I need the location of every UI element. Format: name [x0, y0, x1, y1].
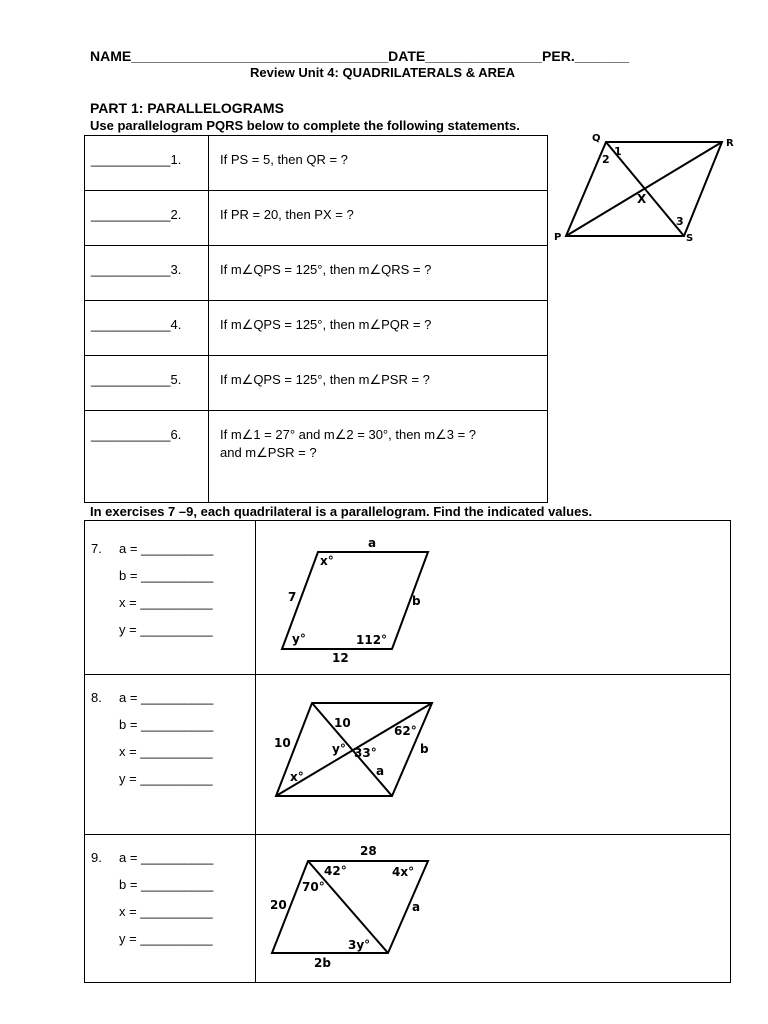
svg-text:7: 7: [288, 590, 297, 604]
table-row: [85, 301, 548, 356]
svg-text:b: b: [412, 594, 421, 608]
label-q: Q: [592, 133, 601, 144]
exercise-answers: [85, 675, 256, 835]
table-row: [85, 136, 548, 191]
exercise-row: [85, 521, 731, 675]
answer-b[interactable]: b = __________: [119, 717, 214, 732]
table-row: [85, 411, 548, 503]
answer-cell[interactable]: ___________1.: [85, 136, 209, 191]
svg-text:10: 10: [334, 716, 351, 730]
svg-text:42°: 42°: [324, 864, 347, 878]
svg-text:12: 12: [332, 651, 349, 665]
answer-a[interactable]: a = __________: [119, 850, 214, 865]
answer-b[interactable]: b = __________: [119, 568, 214, 583]
exercise-number: 7.: [91, 541, 102, 556]
answer-cell[interactable]: ___________5.: [85, 356, 209, 411]
exercises-table: [84, 520, 731, 983]
answer-cell[interactable]: ___________2.: [85, 191, 209, 246]
answer-y[interactable]: y = __________: [119, 622, 213, 637]
question-cell: If PR = 20, then PX = ?: [209, 191, 548, 246]
svg-text:a: a: [368, 536, 377, 550]
name-date-period-line: NAME_________________________________DATE_______________PER._______: [90, 48, 630, 64]
figure-9: [266, 839, 466, 979]
exercise-row: [85, 835, 731, 983]
table-row: [85, 356, 548, 411]
exercise-answers: [85, 521, 256, 675]
exercise-answers: [85, 835, 256, 983]
label-r: R: [726, 138, 734, 149]
part1-table: [84, 135, 548, 503]
question-cell: If m∠QPS = 125°, then m∠QRS = ?: [209, 246, 548, 301]
answer-x[interactable]: x = __________: [119, 744, 213, 759]
svg-text:y°: y°: [332, 742, 346, 756]
question-cell: If m∠QPS = 125°, then m∠PQR = ?: [209, 301, 548, 356]
exercises-instruction: In exercises 7 –9, each quadrilateral is a parallelogram. Find the indicated values.: [90, 504, 593, 519]
svg-text:a: a: [412, 900, 421, 914]
question-cell: If PS = 5, then QR = ?: [209, 136, 548, 191]
exercise-number: 8.: [91, 690, 102, 705]
answer-cell[interactable]: ___________3.: [85, 246, 209, 301]
svg-text:20: 20: [270, 898, 287, 912]
svg-text:a: a: [376, 764, 385, 778]
answer-b[interactable]: b = __________: [119, 877, 214, 892]
angle-2-label: 2: [602, 153, 610, 166]
table-row: [85, 246, 548, 301]
answer-y[interactable]: y = __________: [119, 931, 213, 946]
svg-text:3y°: 3y°: [348, 938, 371, 952]
part1-instruction: Use parallelogram PQRS below to complete the following statements.: [90, 118, 520, 133]
question-cell: If m∠QPS = 125°, then m∠PSR = ?: [209, 356, 548, 411]
svg-text:2b: 2b: [314, 956, 331, 970]
answer-x[interactable]: x = __________: [119, 595, 213, 610]
answer-x[interactable]: x = __________: [119, 904, 213, 919]
answer-a[interactable]: a = __________: [119, 690, 214, 705]
svg-text:33°: 33°: [354, 746, 377, 760]
answer-a[interactable]: a = __________: [119, 541, 214, 556]
question-cell: If m∠1 = 27° and m∠2 = 30°, then m∠3 = ? and m∠PSR = ?: [209, 411, 548, 503]
svg-text:y°: y°: [292, 632, 306, 646]
parallelogram-pqrs-figure: [550, 128, 750, 248]
answer-cell[interactable]: ___________6.: [85, 411, 209, 503]
exercise-number: 9.: [91, 850, 102, 865]
svg-text:x°: x°: [320, 554, 334, 568]
exercise-figure-cell: [256, 675, 731, 835]
svg-text:28: 28: [360, 844, 377, 858]
svg-text:10: 10: [274, 736, 291, 750]
answer-y[interactable]: y = __________: [119, 771, 213, 786]
svg-text:70°: 70°: [302, 880, 325, 894]
part1-heading: PART 1: PARALLELOGRAMS: [90, 100, 284, 116]
angle-3-label: 3: [676, 215, 684, 228]
angle-1-label: 1: [614, 145, 622, 158]
table-row: [85, 191, 548, 246]
page-title: Review Unit 4: QUADRILATERALS & AREA: [250, 65, 516, 80]
exercise-figure-cell: [256, 835, 731, 983]
answer-cell[interactable]: ___________4.: [85, 301, 209, 356]
figure-7: [276, 531, 476, 671]
figure-8: [270, 691, 470, 831]
svg-text:62°: 62°: [394, 724, 417, 738]
exercise-figure-cell: [256, 521, 731, 675]
svg-text:4x°: 4x°: [392, 865, 415, 879]
svg-text:112°: 112°: [356, 633, 388, 647]
label-x: X: [637, 192, 647, 206]
svg-text:b: b: [420, 742, 429, 756]
exercise-row: [85, 675, 731, 835]
svg-text:x°: x°: [290, 770, 304, 784]
label-p: P: [554, 232, 562, 243]
label-s: S: [686, 233, 694, 244]
